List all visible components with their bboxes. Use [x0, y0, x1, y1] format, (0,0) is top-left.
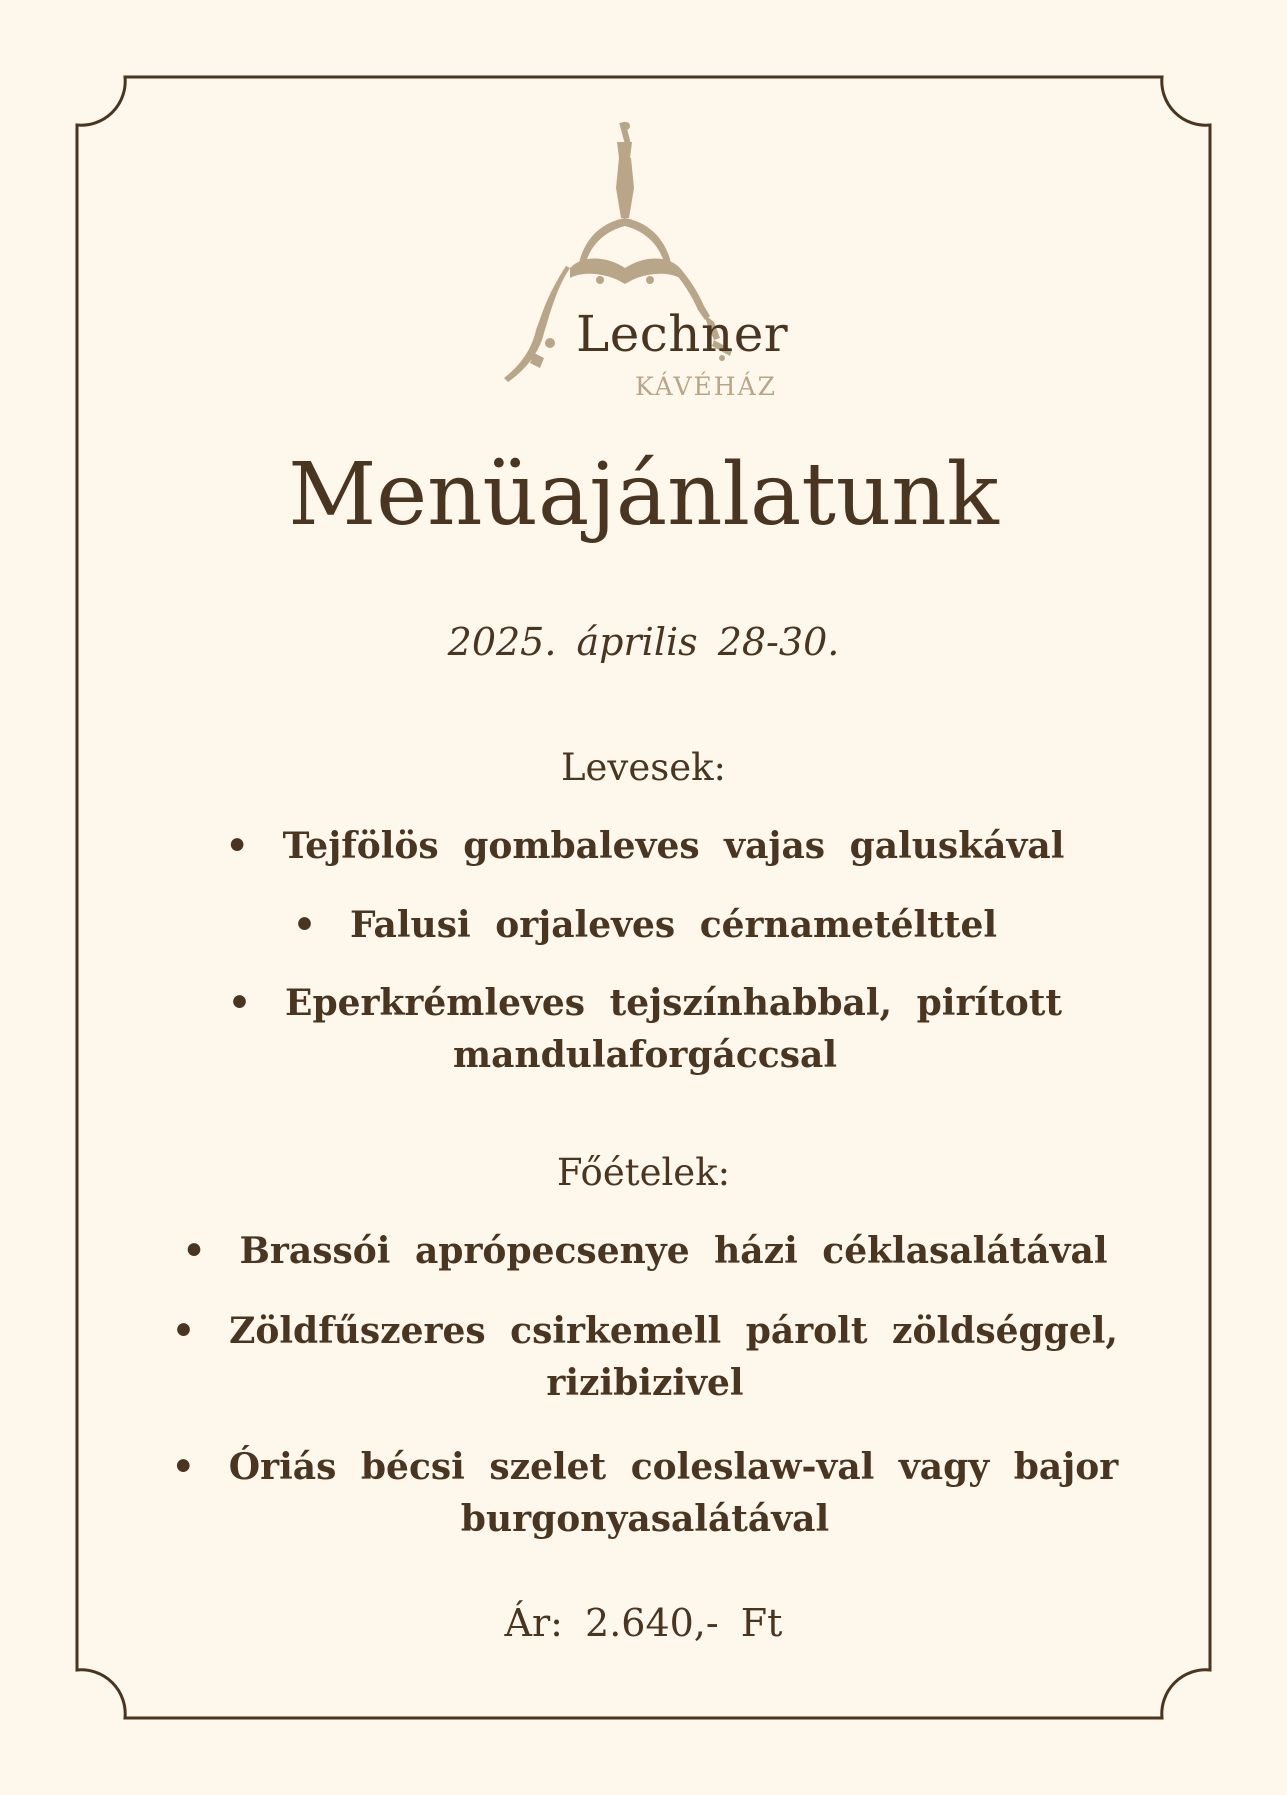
menu-item: [140, 1441, 1150, 1545]
menu-item: [140, 1305, 1150, 1409]
menu-item-text: Zöldfűszeres csirkemell párolt zöldséggel,: [229, 1310, 1118, 1352]
mains-heading: Főételek:: [556, 1151, 731, 1194]
lechner-tower-logo-icon: [500, 118, 800, 408]
bullet-icon: •: [225, 825, 249, 867]
menu-item: [140, 977, 1150, 1081]
page-title: Menüajánlatunk: [288, 445, 999, 545]
logo-subtitle: KÁVÉHÁZ: [635, 372, 778, 401]
menu-item: [140, 1225, 1150, 1277]
menu-date: 2025. április 28-30.: [447, 620, 840, 664]
price: Ár: 2.640,- Ft: [504, 1601, 783, 1645]
soups-heading: Levesek:: [560, 746, 727, 789]
menu-item-text: Tejfölös gombaleves vajas galuskával: [282, 825, 1065, 867]
menu-item-text: Eperkrémleves tejszínhabbal, pirított: [285, 982, 1063, 1024]
bullet-icon: •: [172, 1310, 196, 1352]
menu-item: [140, 820, 1150, 872]
menu-item-text-continued: mandulaforgáccsal: [452, 1034, 837, 1076]
bullet-icon: •: [292, 904, 316, 946]
menu-item: [140, 899, 1150, 951]
bullet-icon: •: [182, 1230, 206, 1272]
menu-item-text-continued: rizibizivel: [546, 1362, 744, 1404]
menu-item-text: Óriás bécsi szelet coleslaw-val vagy bajor: [228, 1446, 1119, 1488]
bullet-icon: •: [171, 1446, 195, 1488]
bullet-icon: •: [227, 982, 251, 1024]
menu-item-text: Brassói aprópecsenye házi céklasalátával: [239, 1230, 1108, 1272]
menu-item-text-continued: burgonyasalátával: [460, 1498, 830, 1540]
menu-item-text: Falusi orjaleves cérnametélttel: [349, 904, 998, 946]
logo-wordmark: Lechner: [576, 305, 789, 363]
